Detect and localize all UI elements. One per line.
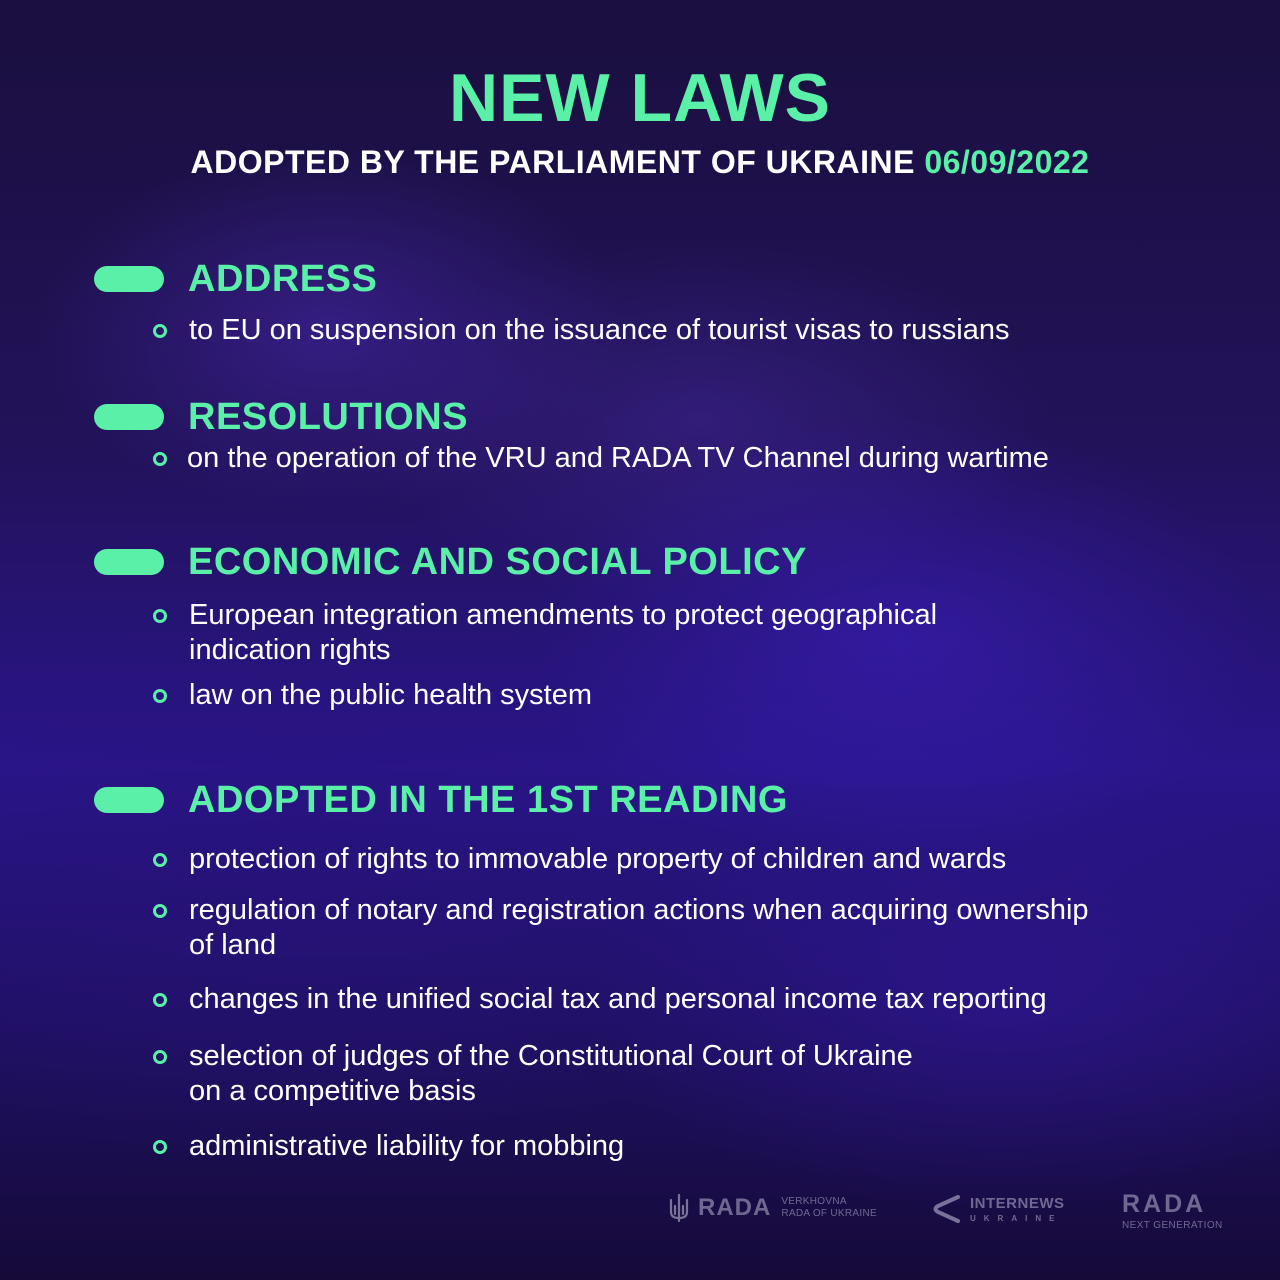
section-title: ADDRESS: [188, 258, 378, 300]
section-pill-marker: [94, 404, 164, 430]
internews-logo-text: [970, 1196, 1065, 1223]
list-item-text-line: regulation of notary and registration actions when acquiring ownership: [189, 894, 1089, 926]
rada-logo-line2: RADA OF UKRAINE: [781, 1208, 877, 1219]
bullet-circle-icon: [153, 609, 167, 623]
rada-logo-line1: VERKHOVNA: [781, 1196, 847, 1207]
verkhovna-rada-logo: [668, 1194, 877, 1222]
internews-logo-word: INTERNEWS: [970, 1194, 1065, 1212]
list-item: [94, 441, 1224, 476]
section-header: [94, 776, 1224, 824]
list-item-text-line: European integration amendments to protect geographical: [189, 599, 938, 631]
list-item: [94, 982, 1224, 1017]
rada-logo-subtext: [781, 1196, 877, 1220]
section-pill-marker: [94, 787, 164, 813]
list-item-text-line: selection of judges of the Constitutional Court of Ukraine: [189, 1040, 913, 1072]
section-list: [94, 842, 1224, 1164]
rada-ng-logo-word: RADA: [1122, 1190, 1207, 1218]
rada-next-generation-logo: [1122, 1192, 1223, 1231]
list-item: [94, 893, 1224, 963]
bullet-circle-icon: [153, 853, 167, 867]
section-list: [94, 441, 1224, 476]
section-header: [94, 255, 1224, 303]
rada-ng-logo-sub: NEXT GENERATION: [1122, 1220, 1223, 1231]
section-resolutions: [94, 393, 1224, 476]
bullet-circle-icon: [153, 904, 167, 918]
list-item-text-line: indication rights: [189, 634, 391, 666]
list-item-text: on the operation of the VRU and RADA TV Channel during wartime: [187, 442, 1049, 474]
bullet-circle-icon: [153, 324, 167, 338]
bullet-circle-icon: [153, 689, 167, 703]
list-item-text-line: on a competitive basis: [189, 1075, 476, 1107]
internews-logo-sub: UKRAINE: [970, 1213, 1063, 1223]
list-item: [94, 313, 1224, 348]
section-economic-social-policy: [94, 538, 1224, 713]
section-adopted-first-reading: [94, 776, 1224, 1164]
page-title: NEW LAWS: [449, 60, 831, 136]
section-title: ECONOMIC AND SOCIAL POLICY: [188, 541, 807, 583]
list-item-text: to EU on suspension on the issuance of tourist visas to russians: [189, 314, 1010, 346]
bullet-circle-icon: [153, 993, 167, 1007]
section-pill-marker: [94, 266, 164, 292]
header: [0, 60, 1280, 180]
rada-logo-text: RADA: [698, 1194, 772, 1221]
section-pill-marker: [94, 549, 164, 575]
list-item-text: changes in the unified social tax and personal income tax reporting: [189, 983, 1047, 1015]
section-title: RESOLUTIONS: [188, 396, 468, 438]
list-item: [94, 678, 1224, 713]
subtitle-date: 06/09/2022: [924, 144, 1090, 180]
section-list: [94, 598, 1224, 713]
list-item: [94, 842, 1224, 877]
footer-logos: [0, 1192, 1280, 1232]
section-title: ADOPTED IN THE 1ST READING: [188, 779, 788, 821]
trident-icon: [668, 1194, 690, 1222]
list-item: [94, 1039, 1224, 1109]
bullet-circle-icon: [153, 452, 167, 466]
list-item-text: law on the public health system: [189, 679, 592, 711]
internews-mark-icon: [930, 1194, 962, 1224]
list-item: [94, 1129, 1224, 1164]
list-item: [94, 598, 1224, 668]
section-address: [94, 255, 1224, 348]
subtitle-text: ADOPTED BY THE PARLIAMENT OF UKRAINE: [190, 144, 915, 180]
bullet-circle-icon: [153, 1050, 167, 1064]
list-item-text: administrative liability for mobbing: [189, 1130, 625, 1162]
internews-ukraine-logo: [930, 1194, 1065, 1224]
section-header: [94, 393, 1224, 441]
list-item-text-line: of land: [189, 929, 277, 961]
page-subtitle: [0, 146, 1280, 178]
section-header: [94, 538, 1224, 586]
section-list: [94, 313, 1224, 348]
list-item-text: protection of rights to immovable property of children and wards: [189, 843, 1007, 875]
bullet-circle-icon: [153, 1140, 167, 1154]
